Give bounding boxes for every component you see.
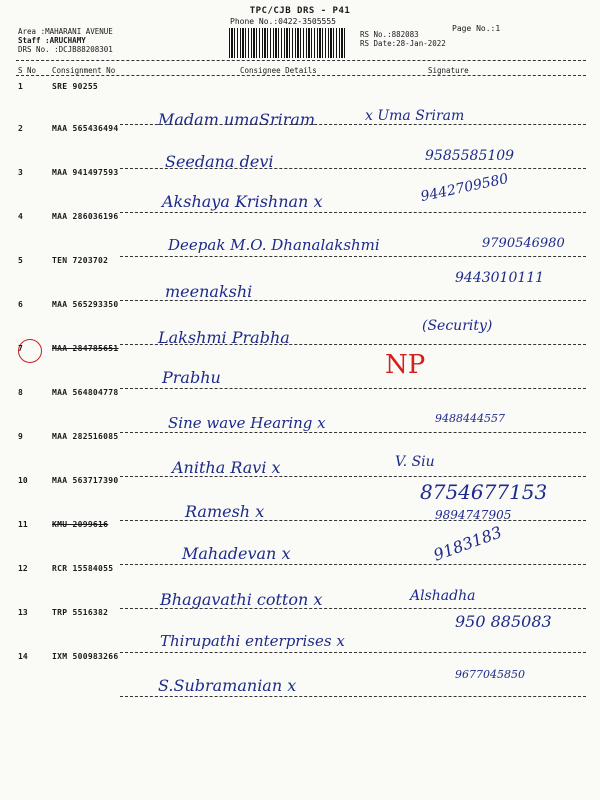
row-consignment: TRP 5516382	[52, 608, 109, 617]
row-sno: 1	[18, 82, 23, 91]
header-rule-top	[16, 60, 586, 61]
row-sno: 3	[18, 168, 23, 177]
rs-number: RS No.:882083	[360, 30, 419, 39]
row-consignment: TEN 7203702	[52, 256, 109, 265]
row-divider	[120, 124, 586, 125]
row-consignment: MAA 941497593	[52, 168, 119, 177]
row-signature: 9442709580	[419, 170, 510, 206]
doc-title: TPC/CJB DRS - P41	[249, 6, 351, 16]
row-consignee-handwriting: Ramesh x	[185, 502, 265, 521]
table-row	[0, 212, 600, 260]
table-row	[0, 168, 600, 216]
row-consignment: MAA 564804778	[52, 388, 119, 397]
row-consignee-handwriting: Madam umaSriram	[158, 110, 316, 129]
table-row	[0, 388, 600, 436]
table-row	[0, 256, 600, 304]
row-divider	[120, 564, 586, 565]
row-signature: Alshadha	[410, 588, 476, 604]
row-sno: 6	[18, 300, 23, 309]
phone-number: Phone No.:0422-3505555	[230, 17, 336, 26]
row-divider	[120, 300, 586, 301]
row-sno: 9	[18, 432, 23, 441]
header-rule-bottom	[16, 75, 586, 76]
row-signature: 9790546980	[482, 236, 565, 251]
table-row	[0, 300, 600, 348]
row-consignment: MAA 565293350	[52, 300, 119, 309]
row-consignee-handwriting: meenakshi	[165, 282, 253, 301]
rs-date: RS Date:28-Jan-2022	[360, 39, 446, 48]
row-sno: 8	[18, 388, 23, 397]
table-row	[0, 432, 600, 480]
row-divider	[120, 344, 586, 345]
table-row	[0, 652, 600, 700]
row-divider	[120, 520, 586, 521]
table-row	[0, 564, 600, 612]
row-divider	[120, 256, 586, 257]
row-sno: 7	[18, 344, 23, 353]
table-row	[0, 82, 600, 130]
row-divider	[120, 476, 586, 477]
row-sno: 13	[18, 608, 28, 617]
row-consignment: MAA 563717390	[52, 476, 119, 485]
row-extra-number: 9183183	[430, 522, 505, 565]
row-consignment: MAA 282516085	[52, 432, 119, 441]
row-sno: 2	[18, 124, 23, 133]
row-sno: 11	[18, 520, 28, 529]
row-signature: x Uma Sriram	[365, 108, 465, 124]
area-label: Area :MAHARANI AVENUE	[18, 27, 113, 36]
row-divider	[120, 696, 586, 697]
column-header-signature: Signature	[428, 66, 469, 75]
row-signature: 950 885083	[455, 612, 552, 631]
row-signature: V. Siu	[395, 454, 435, 470]
row-consignee-handwriting: Thirupathi enterprises x	[160, 632, 345, 650]
row-signature: 9443010111	[455, 270, 545, 286]
row-consignment: MAA 284785651	[52, 344, 119, 353]
row-consignment: RCR 15584055	[52, 564, 114, 573]
table-row	[0, 124, 600, 172]
column-header-details: Consignee Details	[240, 66, 317, 75]
row-consignee-handwriting: Prabhu	[162, 368, 221, 387]
row-signature: 9894747905	[435, 508, 512, 522]
row-signature: 9585585109	[425, 148, 515, 164]
row-consignee-handwriting: Sine wave Hearing x	[168, 414, 326, 432]
row-divider	[120, 212, 586, 213]
row-signature: 9488444557	[435, 412, 505, 425]
row-consignee-handwriting: Anitha Ravi x	[172, 458, 281, 477]
row-sno: 10	[18, 476, 28, 485]
column-header-sno: S No	[18, 66, 37, 75]
row-consignment: MAA 286036196	[52, 212, 119, 221]
row-signature: (Security)	[422, 318, 493, 334]
row-sno: 5	[18, 256, 23, 265]
row-consignment: MAA 565436494	[52, 124, 119, 133]
row-divider	[120, 388, 586, 389]
row-sno: 14	[18, 652, 28, 661]
row-consignee-handwriting: Mahadevan x	[182, 544, 291, 563]
row-consignee-handwriting: Bhagavathi cotton x	[160, 590, 323, 609]
row-consignment: SRE 90255	[52, 82, 99, 91]
row-consignee-handwriting: Deepak M.O. Dhanalakshmi	[168, 236, 380, 254]
drs-number: DRS No. :DCJB88208301	[18, 45, 113, 54]
row-divider	[120, 168, 586, 169]
row-sno: 12	[18, 564, 28, 573]
staff-label: Staff :ARUCHAMY	[18, 36, 86, 45]
table-row	[0, 608, 600, 656]
column-header-consignment: Consignment No	[52, 66, 116, 75]
row-consignee-handwriting: Seedana devi	[165, 152, 274, 171]
row-signature: 9677045850	[455, 668, 525, 681]
row-signature: 8754677153	[420, 480, 548, 504]
row-divider	[120, 608, 586, 609]
row-consignee-handwriting: Lakshmi Prabha	[158, 328, 290, 347]
table-row	[0, 344, 600, 392]
row-consignee-handwriting: Akshaya Krishnan x	[162, 192, 323, 211]
row-consignee-handwriting: S.Subramanian x	[158, 676, 297, 695]
row-consignment: KMU 2099616	[52, 520, 109, 529]
row-divider	[120, 652, 586, 653]
row-signature: NP	[385, 350, 426, 380]
page-number: Page No.:1	[452, 24, 501, 33]
row-divider	[120, 432, 586, 433]
barcode	[229, 28, 347, 58]
row-sno: 4	[18, 212, 23, 221]
row-consignment: IXM 500983266	[52, 652, 119, 661]
